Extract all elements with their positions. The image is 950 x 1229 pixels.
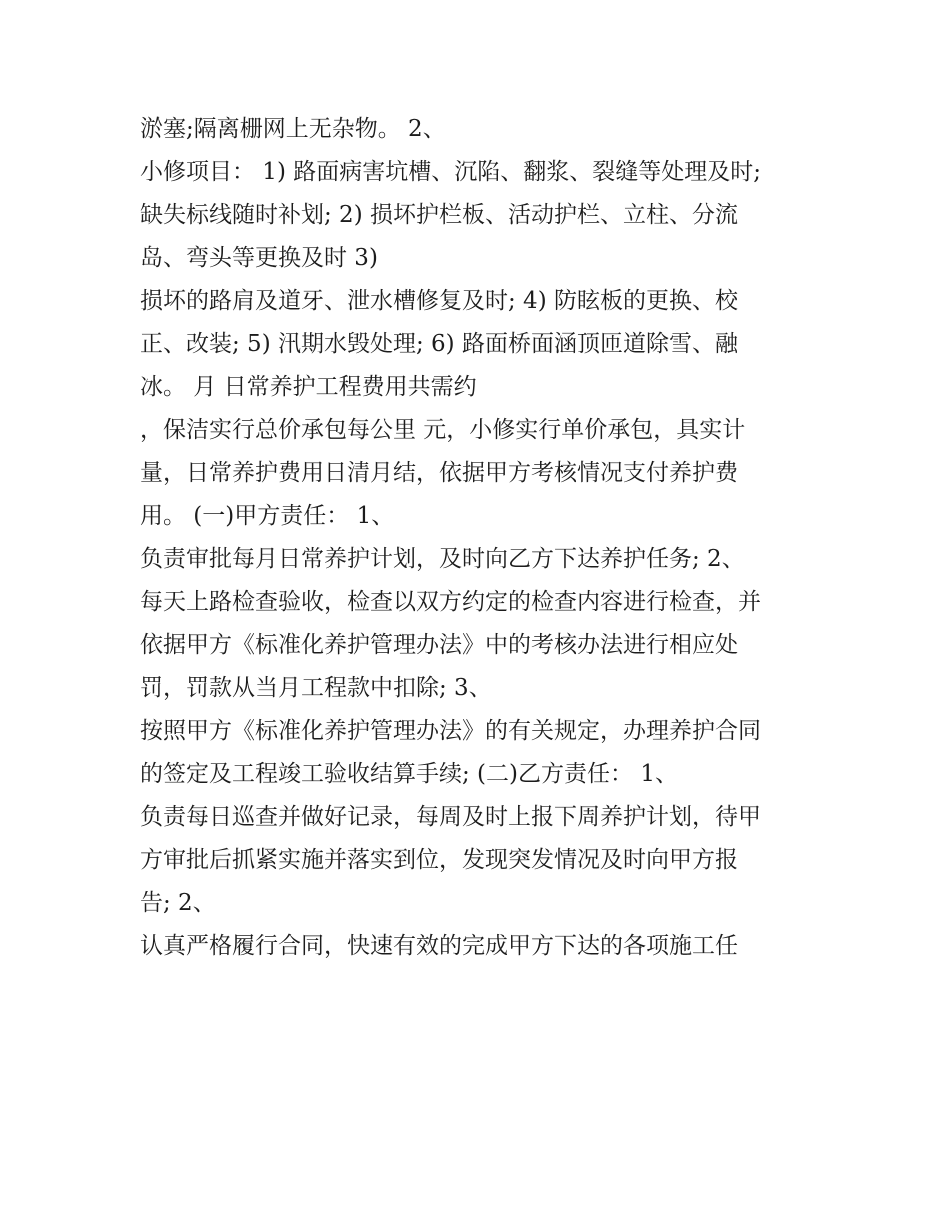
text-line: ，保洁实行总价承包每公里 元，小修实行单价承包，具实计 bbox=[140, 417, 746, 443]
text-line: 告; 2、 bbox=[140, 890, 216, 916]
text-line: 的签定及工程竣工验收结算手续; (二)乙方责任： 1、 bbox=[140, 761, 678, 787]
text-line: 按照甲方《标准化养护管理办法》的有关规定，办理养护合同 bbox=[140, 718, 761, 744]
text-line: 淤塞;隔离栅网上无杂物。 2、 bbox=[140, 116, 446, 142]
text-line: 冰。 月 日常养护工程费用共需约 bbox=[140, 374, 477, 400]
text-line: 负责审批每月日常养护计划，及时向乙方下达养护任务; 2、 bbox=[140, 546, 745, 572]
text-line: 认真严格履行合同，快速有效的完成甲方下达的各项施工任 bbox=[140, 933, 738, 959]
text-line: 依据甲方《标准化养护管理办法》中的考核办法进行相应处 bbox=[140, 632, 738, 658]
text-line: 小修项目： 1) 路面病害坑槽、沉陷、翻浆、裂缝等处理及时; bbox=[140, 159, 761, 185]
body-text bbox=[140, 108, 830, 968]
text-line: 正、改装; 5) 汛期水毁处理; 6) 路面桥面涵顶匝道除雪、融 bbox=[140, 331, 738, 357]
text-line: 每天上路检查验收，检查以双方约定的检查内容进行检查，并 bbox=[140, 589, 761, 615]
text-line: 量，日常养护费用日清月结，依据甲方考核情况支付养护费 bbox=[140, 460, 738, 486]
text-line: 用。 (一)甲方责任： 1、 bbox=[140, 503, 395, 529]
text-line: 方审批后抓紧实施并落实到位，发现突发情况及时向甲方报 bbox=[140, 847, 738, 873]
text-line: 负责每日巡查并做好记录，每周及时上报下周养护计划，待甲 bbox=[140, 804, 761, 830]
text-line: 岛、弯头等更换及时 3) bbox=[140, 245, 378, 271]
text-line: 罚，罚款从当月工程款中扣除; 3、 bbox=[140, 675, 492, 701]
text-line: 损坏的路肩及道牙、泄水槽修复及时; 4) 防眩板的更换、校 bbox=[140, 288, 738, 314]
text-line: 缺失标线随时补划; 2) 损坏护栏板、活动护栏、立柱、分流 bbox=[140, 202, 738, 228]
